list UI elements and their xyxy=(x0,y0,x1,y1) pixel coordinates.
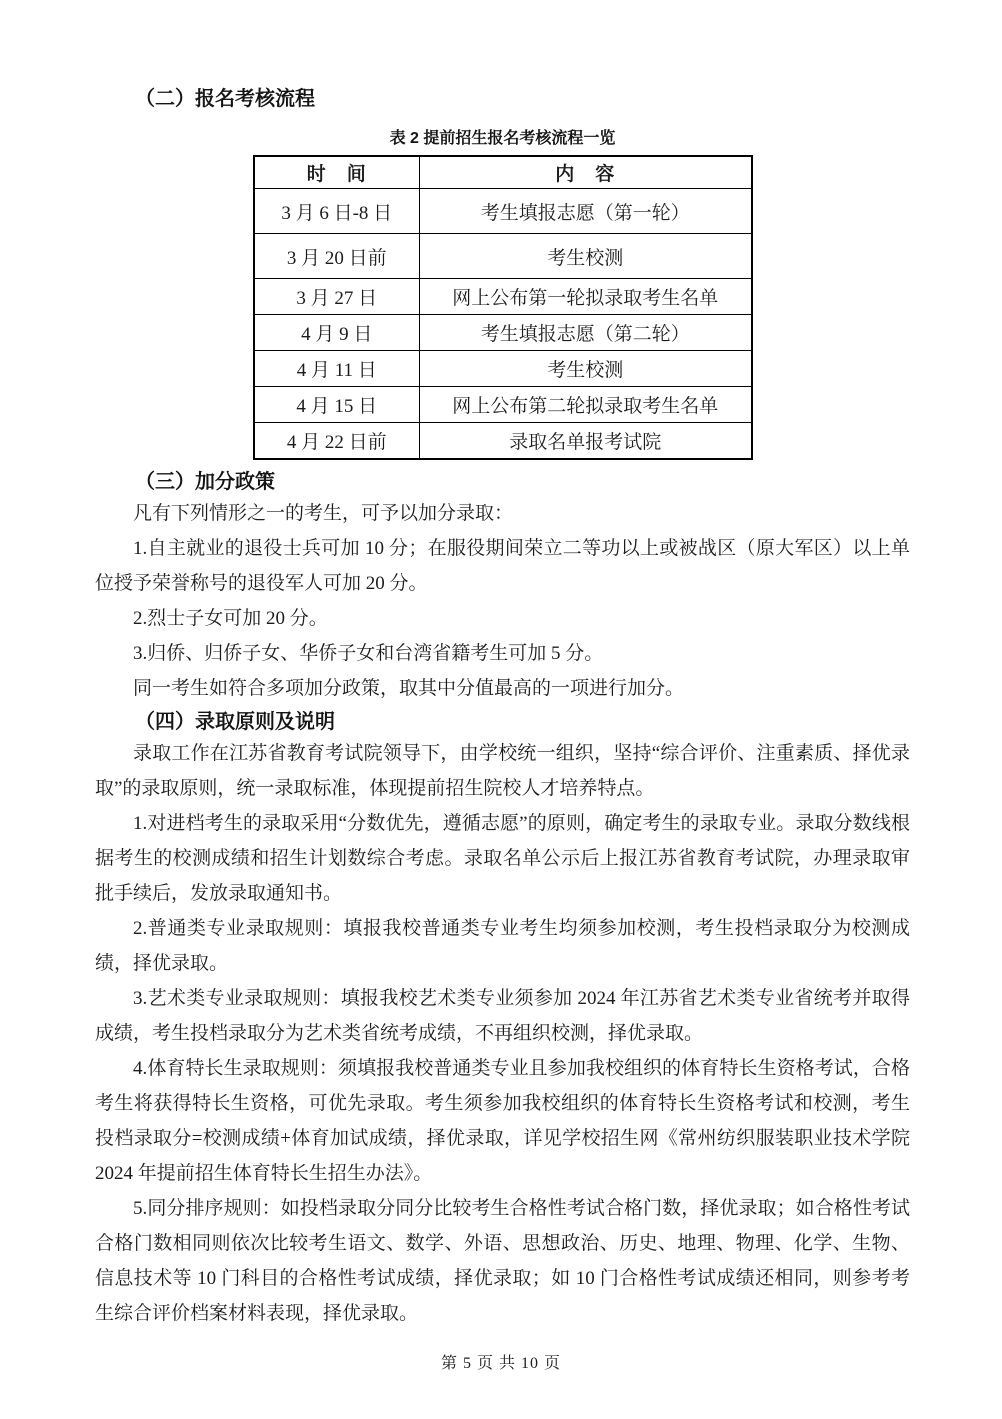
time-cell: 4 月 22 日前 xyxy=(254,423,420,460)
schedule-table xyxy=(253,155,753,460)
time-cell: 4 月 9 日 xyxy=(254,315,420,351)
content-cell: 考生校测 xyxy=(420,351,752,387)
paragraph: 5.同分排序规则：如投档录取分同分比较考生合格性考试合格门数，择优录取；如合格性考试合格门数相同则依次比较考生语文、数学、外语、思想政治、历史、地理、物理、化学、生物、信息技术等 10 门科目的合格性考试成绩，择优录取；如 10 门合格性考试成绩还相同，则参考考生综合评价档案材料表现，择优录取。 xyxy=(95,1198,910,1324)
paragraph: 1.自主就业的退役士兵可加 10 分；在服役期间荣立二等功以上或被战区（原大军区）以上单位授予荣誉称号的退役军人可加 20 分。 xyxy=(95,538,910,594)
section-heading-registration-process: （二）报名考核流程 xyxy=(135,88,315,110)
paragraph: 3.艺术类专业录取规则：填报我校艺术类专业须参加 2024 年江苏省艺术类专业省统考并取得成绩，考生投档录取分为艺术类省统考成绩，不再组织校测，择优录取。 xyxy=(95,988,910,1044)
section-heading-admission-rules: （四）录取原则及说明 xyxy=(135,711,335,733)
page-number-footer: 第 5 页 共 10 页 xyxy=(440,1355,561,1372)
table-row xyxy=(254,189,752,234)
content-cell: 考生校测 xyxy=(420,234,752,279)
time-cell: 3 月 20 日前 xyxy=(254,234,420,279)
content-cell: 录取名单报考试院 xyxy=(420,423,752,460)
time-cell: 3 月 27 日 xyxy=(254,279,420,315)
paragraph: 2.普通类专业录取规则：填报我校普通类专业考生均须参加校测，考生投档录取分为校测成绩，择优录取。 xyxy=(95,918,910,974)
column-header-content: 内 容 xyxy=(420,156,752,189)
paragraph: 录取工作在江苏省教育考试院领导下，由学校统一组织，坚持“综合评价、注重素质、择优录取”的录取原则，统一录取标准，体现提前招生院校人才培养特点。 xyxy=(95,743,910,799)
paragraph: 2.烈士子女可加 20 分。 xyxy=(133,608,328,629)
paragraph: 3.归侨、归侨子女、华侨子女和台湾省籍考生可加 5 分。 xyxy=(133,643,604,664)
table-row xyxy=(254,279,752,315)
paragraph: 1.对进档考生的录取采用“分数优先，遵循志愿”的原则，确定考生的录取专业。录取分数线根据考生的校测成绩和招生计划数综合考虑。录取名单公示后上报江苏省教育考试院，办理录取审批手续后，发放录取通知书。 xyxy=(95,813,910,904)
time-cell: 4 月 11 日 xyxy=(254,351,420,387)
paragraph: 凡有下列情形之一的考生，可予以加分录取： xyxy=(133,503,514,524)
table-row xyxy=(254,387,752,423)
table-row xyxy=(254,423,752,460)
table-row xyxy=(254,351,752,387)
time-cell: 4 月 15 日 xyxy=(254,387,420,423)
content-cell: 考生填报志愿（第一轮） xyxy=(420,189,752,234)
paragraph: 4.体育特长生录取规则：须填报我校普通类专业且参加我校组织的体育特长生资格考试，合格考生将获得特长生资格，可优先录取。考生须参加我校组织的体育特长生资格考试和校测，考生投档录取分=校测成绩+体育加试成绩，择优录取，详见学校招生网《常州纺织服装职业技术学院 2024 年提前招生体育特长生招生办法》。 xyxy=(95,1058,910,1184)
section-heading-bonus-policy: （三）加分政策 xyxy=(135,471,275,493)
content-cell: 考生填报志愿（第二轮） xyxy=(420,315,752,351)
table-row xyxy=(254,315,752,351)
content-cell: 网上公布第一轮拟录取考生名单 xyxy=(420,279,752,315)
table-caption: 表 2 提前招生报名考核流程一览 xyxy=(389,130,616,147)
paragraph: 同一考生如符合多项加分政策，取其中分值最高的一项进行加分。 xyxy=(133,678,685,699)
table-header-row xyxy=(254,156,752,189)
column-header-time: 时 间 xyxy=(254,156,420,189)
table-row xyxy=(254,234,752,279)
time-cell: 3 月 6 日-8 日 xyxy=(254,189,420,234)
content-cell: 网上公布第二轮拟录取考生名单 xyxy=(420,387,752,423)
